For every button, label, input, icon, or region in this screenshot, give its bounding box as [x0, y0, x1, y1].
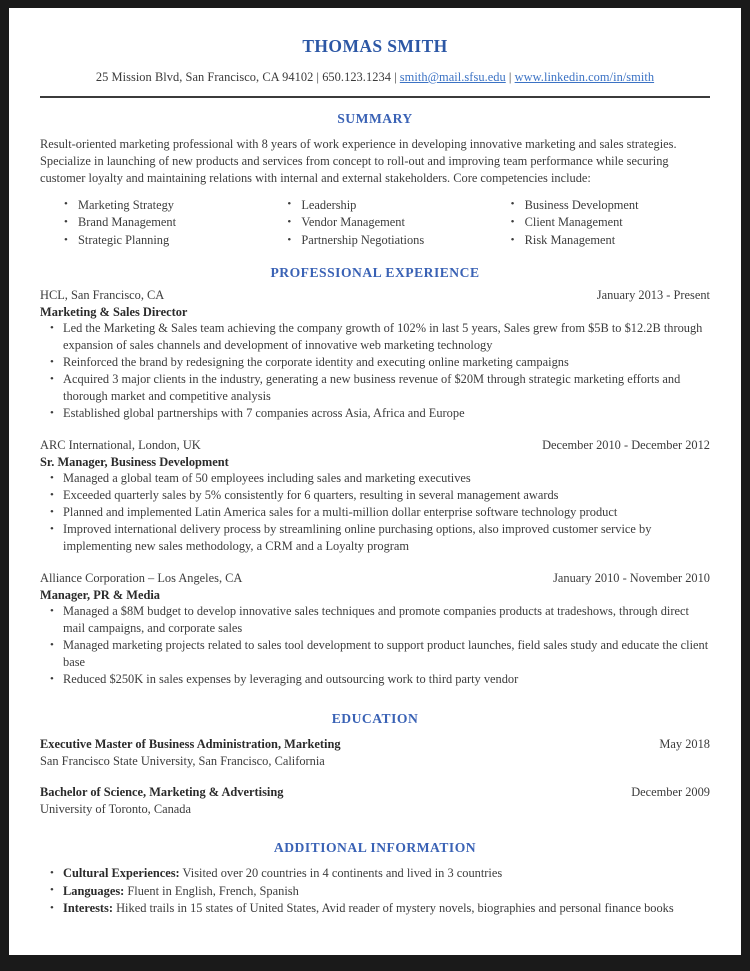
header-divider: [40, 96, 710, 98]
contact-separator-3: |: [508, 70, 512, 84]
contact-line: [40, 70, 710, 85]
list-item: • Improved international delivery process by streamlining online purchasing options, also improved customer service by implementing new sales methodology, a CRM and a Loyalty program: [63, 521, 710, 555]
list-item: • Led the Marketing & Sales team achieving the company growth of 102% in last 5 years, Sales grew from $5B to $12.2B through expansion of sales channels and development of innovative web marketing technology: [63, 320, 710, 354]
list-item: • Partnership Negotiations: [301, 232, 486, 250]
page-title: THOMAS SMITH: [302, 36, 448, 56]
list-item: [63, 865, 710, 883]
additional-text: Fluent in English, French, Spanish: [124, 883, 299, 898]
education-school: San Francisco State University, San Francisco, California: [40, 754, 325, 768]
section-heading-additional: ADDITIONAL INFORMATION: [273, 840, 477, 855]
experience-bullets: [40, 470, 710, 555]
experience-entry: [40, 570, 710, 688]
contact-address: 25 Mission Blvd, San Francisco, CA 94102: [95, 70, 314, 84]
list-item: • Reduced $250K in sales expenses by leveraging and outsourcing work to third party vendor: [63, 671, 710, 688]
education-degree: Executive Master of Business Administration, Marketing: [40, 737, 341, 751]
list-item: • Risk Management: [525, 232, 710, 250]
resume-page: [9, 8, 741, 955]
linkedin-link[interactable]: www.linkedin.com/in/smith: [514, 70, 655, 84]
email-link[interactable]: smith@mail.sfsu.edu: [399, 70, 506, 84]
competencies-grid: [40, 197, 710, 250]
list-item: • Planned and implemented Latin America sales for a multi-million dollar enterprise software technology product: [63, 504, 710, 521]
competencies-column-1: [40, 197, 263, 250]
list-item: • Managed a global team of 50 employees including sales and marketing executives: [63, 470, 710, 487]
list-item: [63, 900, 710, 918]
education-degree: Bachelor of Science, Marketing & Advertising: [40, 785, 284, 799]
additional-text: Visited over 20 countries in 4 continents and lived in 3 countries: [179, 866, 503, 880]
section-heading-summary: SUMMARY: [337, 111, 413, 126]
list-item: • Brand Management: [78, 214, 263, 232]
spacer: [40, 770, 710, 784]
experience-header: [40, 437, 710, 454]
experience-company: ARC International, London, UK: [40, 438, 201, 452]
additional-label: Cultural Experiences:: [63, 866, 180, 880]
section-heading-experience: PROFESSIONAL EXPERIENCE: [270, 265, 480, 280]
additional-text: Hiked trails in 15 states of United States, Avid reader of mystery novels, biographies and personal finance books: [113, 901, 674, 916]
experience-header: [40, 287, 710, 304]
additional-label: Interests:: [63, 901, 114, 916]
competencies-column-3: [487, 197, 710, 250]
education-school: University of Toronto, Canada: [40, 802, 192, 816]
list-item: • Strategic Planning: [78, 232, 263, 250]
list-item: • Business Development: [525, 197, 710, 215]
competencies-column-2: [263, 197, 486, 250]
list-item: • Vendor Management: [301, 214, 486, 232]
experience-bullets: [40, 603, 710, 688]
list-item: • Exceeded quarterly sales by 5% consistently for 6 quarters, resulting in several management awards: [63, 487, 710, 504]
education-date: May 2018: [659, 737, 710, 751]
education-date: December 2009: [631, 785, 710, 799]
list-item: • Managed marketing projects related to sales tool development to support product launches, field sales study and educate the client base: [63, 637, 710, 671]
list-item: • Acquired 3 major clients in the industry, generating a new business revenue of $20M through strategic marketing efforts and thorough market and competitive analysis: [63, 371, 710, 405]
contact-phone: 650.123.1234: [322, 70, 391, 84]
list-item: • Established global partnerships with 7 companies across Asia, Africa and Europe: [63, 405, 710, 422]
list-item: • Client Management: [525, 214, 710, 232]
education-header: [40, 784, 710, 801]
list-item: • Managed a $8M budget to develop innovative sales techniques and promote companies products at tradeshows, through direct mail campaigns, and corporate sales: [63, 603, 710, 637]
education-header: [40, 736, 710, 753]
experience-job-title: Sr. Manager, Business Development: [40, 454, 229, 469]
additional-label: Languages:: [63, 883, 125, 898]
list-item: • Marketing Strategy: [78, 197, 263, 215]
experience-job-title: Marketing & Sales Director: [40, 304, 188, 319]
additional-info-list: [40, 865, 710, 918]
education-entry: [40, 736, 710, 770]
experience-dates: January 2013 - Present: [596, 288, 710, 302]
summary-paragraph: Result-oriented marketing professional with 8 years of work experience in developing innovative marketing and sales strategies. Specialize in launching of new products and services from concept to roll-out and improving team performance while securing customer loyalty and maintaining relations with internal and external stakeholders. Core competencies include:: [40, 137, 677, 186]
experience-entry: [40, 437, 710, 555]
contact-separator-2: |: [394, 70, 397, 84]
education-entry: [40, 784, 710, 818]
experience-company: HCL, San Francisco, CA: [40, 288, 165, 302]
experience-bullets: [40, 320, 710, 422]
list-item: • Reinforced the brand by redesigning the corporate identity and executing online marketing campaigns: [63, 354, 710, 371]
experience-header: [40, 570, 710, 587]
experience-dates: December 2010 - December 2012: [542, 438, 710, 452]
spacer: [40, 422, 710, 436]
experience-dates: January 2010 - November 2010: [553, 571, 710, 585]
experience-job-title: Manager, PR & Media: [40, 587, 160, 602]
list-item: [63, 883, 710, 901]
contact-separator-1: |: [316, 70, 320, 84]
experience-company: Alliance Corporation – Los Angeles, CA: [40, 571, 243, 585]
experience-entry: [40, 287, 710, 422]
section-heading-education: EDUCATION: [331, 711, 419, 726]
list-item: • Leadership: [301, 197, 486, 215]
spacer: [40, 555, 710, 569]
